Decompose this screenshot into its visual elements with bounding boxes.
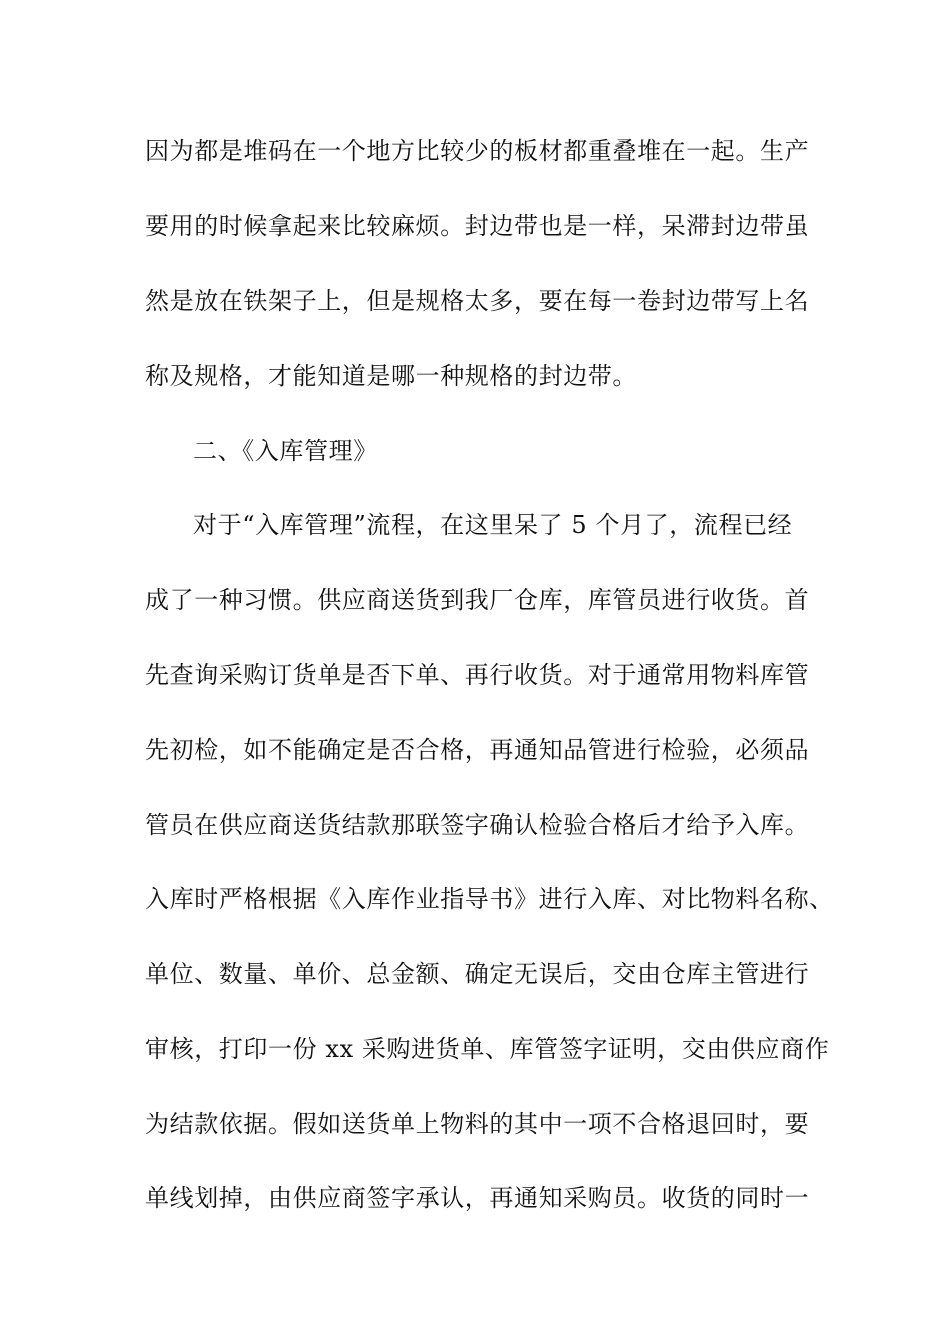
paragraph-line: 要用的时候拿起来比较麻烦。封边带也是一样，呆滞封边带虽 bbox=[145, 212, 810, 240]
paragraph-line: 称及规格，才能知道是哪一种规格的封边带。 bbox=[145, 362, 637, 390]
paragraph-line: 先查询采购订货单是否下单、再行收货。对于通常用物料库管 bbox=[145, 661, 810, 689]
paragraph-line: 因为都是堆码在一个地方比较少的板材都重叠堆在一起。生产 bbox=[145, 137, 810, 165]
paragraph-line: 入库时严格根据《入库作业指导书》进行入库、对比物料名称、 bbox=[145, 885, 834, 913]
paragraph-line: 为结款依据。假如送货单上物料的其中一项不合格退回时，要 bbox=[145, 1110, 810, 1138]
section-heading: 二、《入库管理》 bbox=[193, 437, 378, 465]
paragraph-line: 审核，打印一份 xx 采购进货单、库管签字证明，交由供应商作 bbox=[145, 1035, 830, 1063]
paragraph-line: 先初检，如不能确定是否合格，再通知品管进行检验，必须品 bbox=[145, 736, 810, 764]
paragraph-line: 单位、数量、单价、总金额、确定无误后，交由仓库主管进行 bbox=[145, 960, 810, 988]
paragraph-line: 管员在供应商送货结款那联签字确认检验合格后才给予入库。 bbox=[145, 811, 810, 839]
paragraph-line: 成了一种习惯。供应商送货到我厂仓库，库管员进行收货。首 bbox=[145, 586, 810, 614]
paragraph-line: 然是放在铁架子上，但是规格太多，要在每一卷封边带写上名 bbox=[145, 287, 810, 315]
paragraph-line: 对于“入库管理”流程，在这里呆了 5 个月了，流程已经 bbox=[193, 511, 793, 539]
paragraph-line: 单线划掉，由供应商签字承认，再通知采购员。收货的同时一 bbox=[145, 1184, 810, 1212]
